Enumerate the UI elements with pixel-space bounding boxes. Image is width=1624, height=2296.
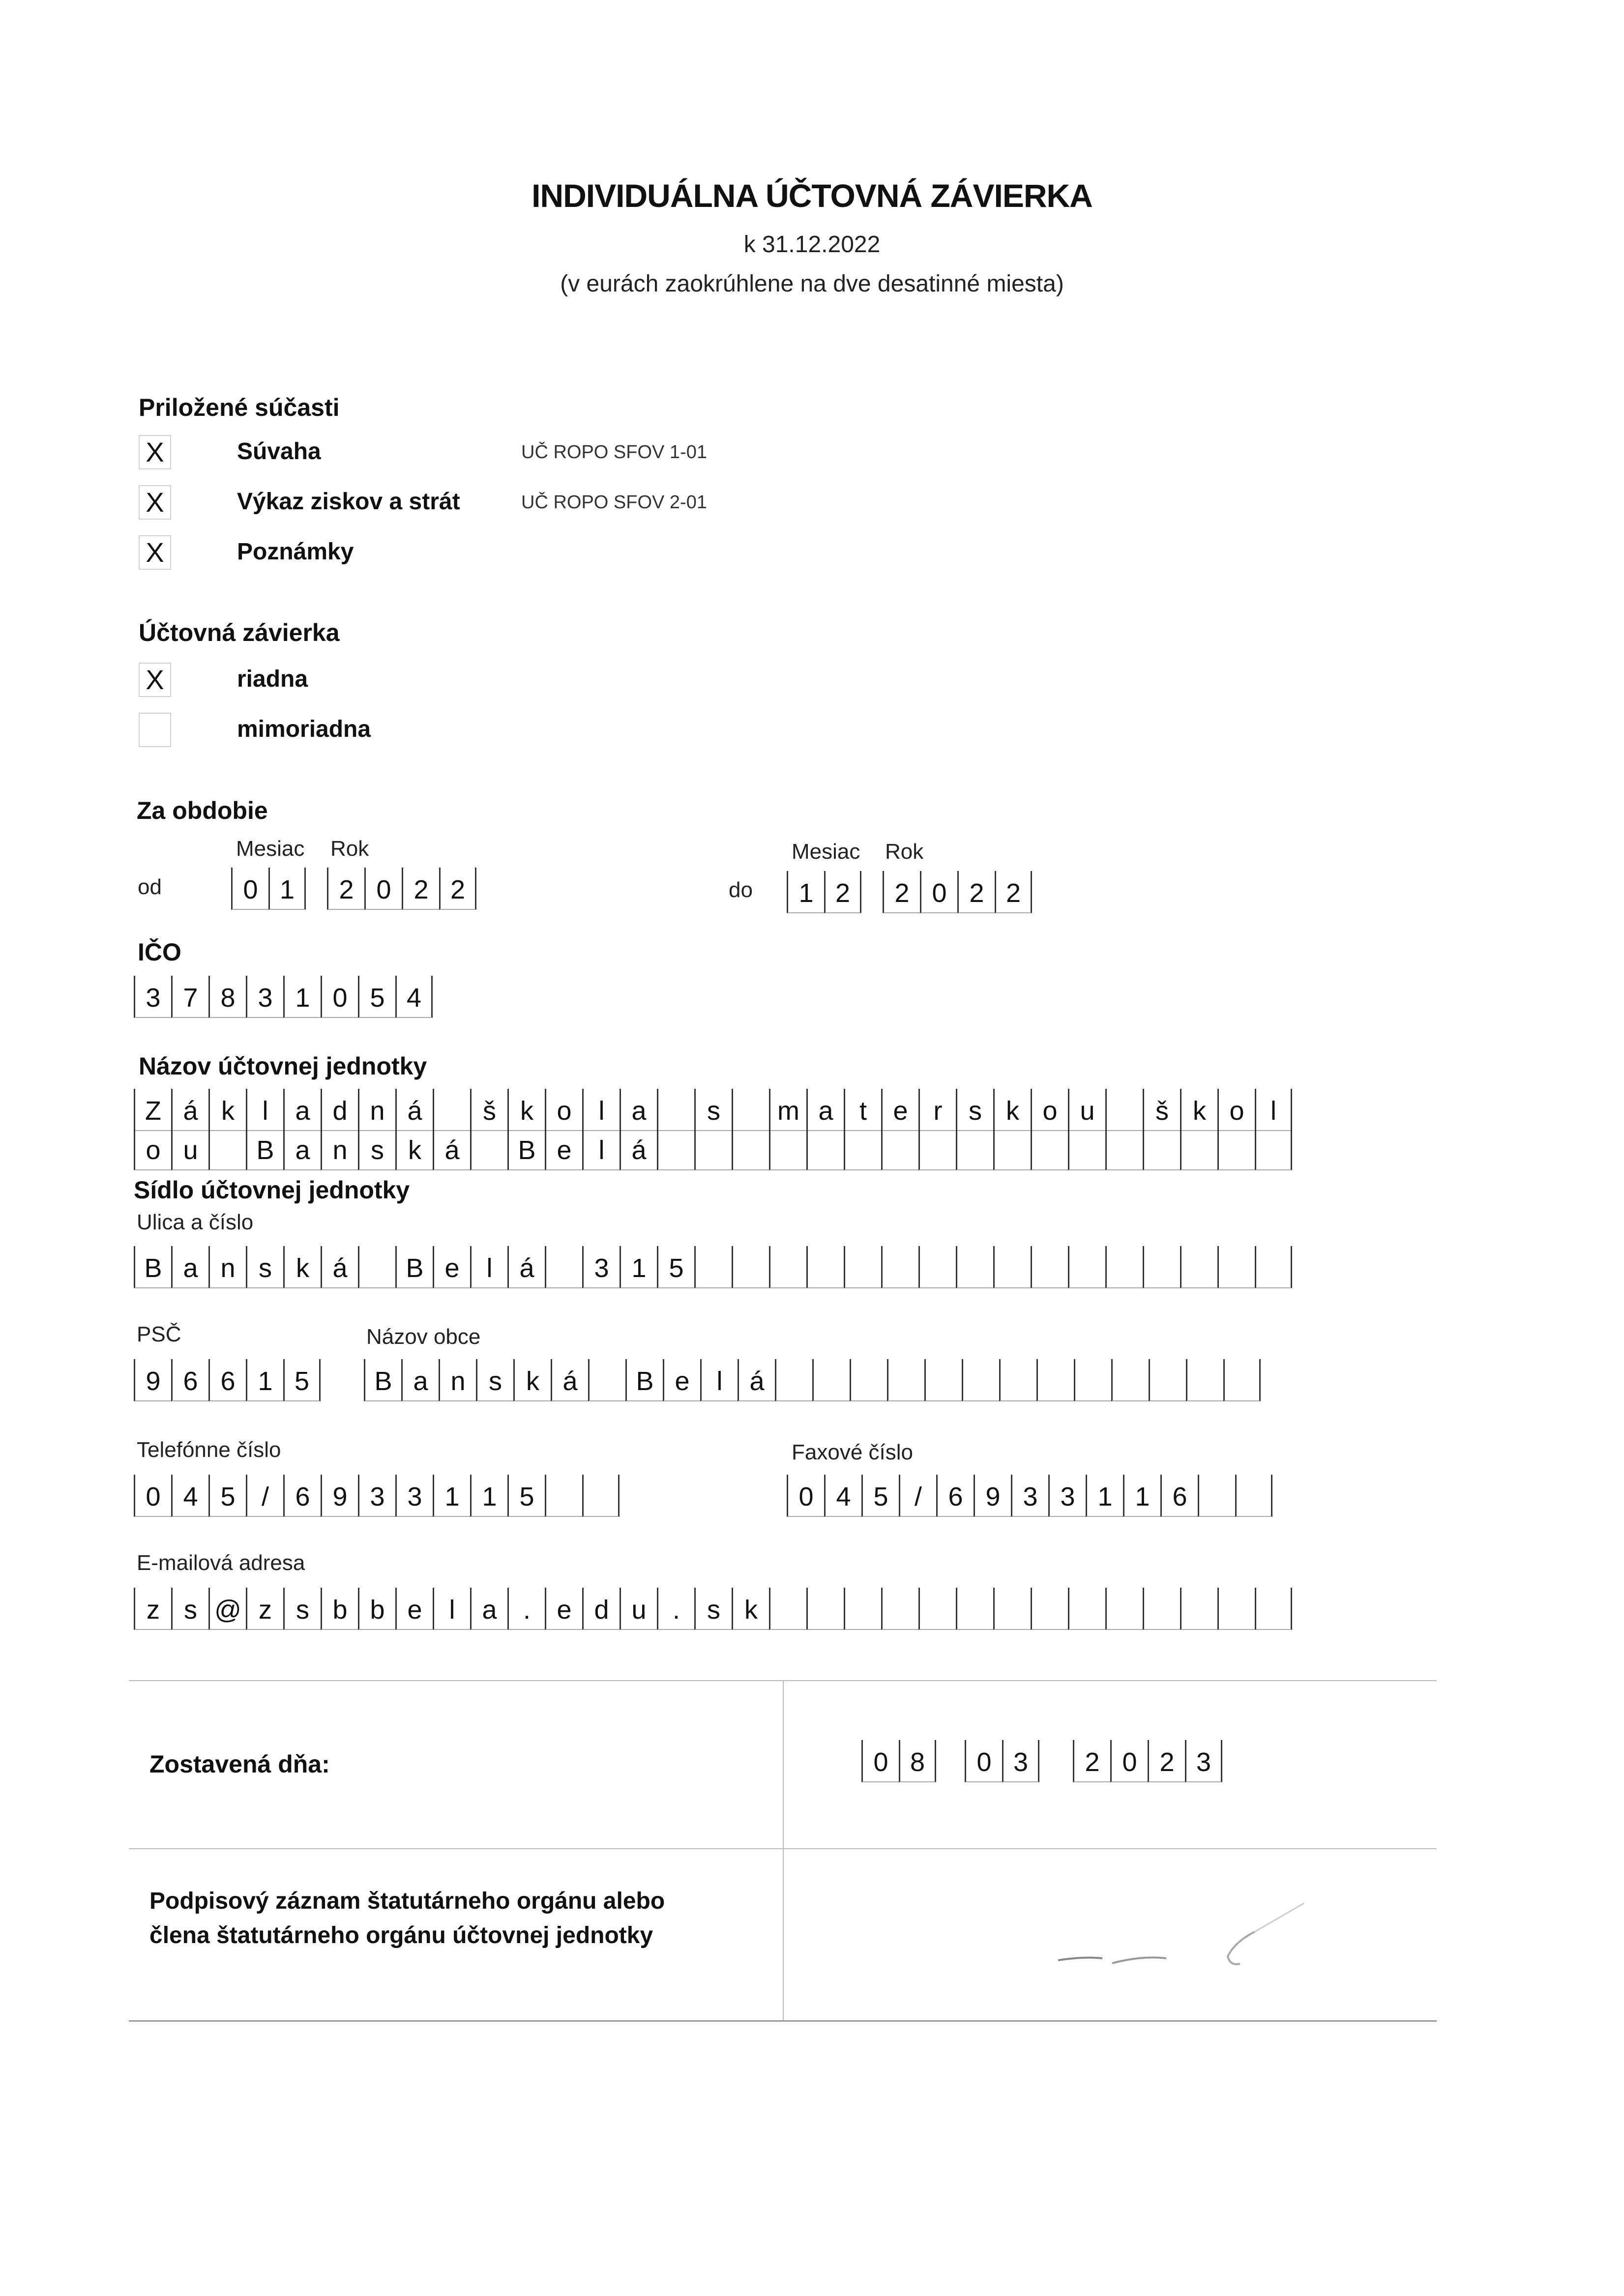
attachment-label: Súvaha: [237, 438, 321, 465]
char-cell: k: [208, 1089, 246, 1131]
char-cell: 2: [402, 868, 439, 910]
attachments-heading: Priložené súčasti: [139, 394, 340, 421]
char-cell: b: [321, 1588, 358, 1630]
char-cell: [1217, 1588, 1255, 1630]
table-divider-horizontal: [129, 1848, 1437, 1849]
attachment-checkbox[interactable]: X: [139, 535, 171, 570]
char-cell: [1068, 1128, 1105, 1170]
statement-type-label: mimoriadna: [237, 716, 371, 742]
char-cell: [1105, 1246, 1143, 1288]
char-cell: [1255, 1246, 1292, 1288]
char-cell: á: [171, 1089, 208, 1131]
char-cell: u: [1068, 1089, 1105, 1131]
from-year-label: Rok: [330, 837, 369, 861]
char-cell: s: [171, 1588, 208, 1630]
char-cell: 0: [364, 868, 402, 910]
char-cell: [1180, 1128, 1217, 1170]
from-year-field[interactable]: [327, 868, 476, 912]
email-field[interactable]: [134, 1588, 1292, 1632]
char-cell: [1235, 1475, 1272, 1517]
char-cell: [1031, 1588, 1068, 1630]
char-cell: 5: [358, 976, 395, 1018]
char-cell: [1111, 1359, 1149, 1401]
compiled-year-field[interactable]: [1073, 1740, 1222, 1784]
handwritten-signature: [1048, 1897, 1324, 1986]
char-cell: o: [545, 1089, 582, 1131]
char-cell: [657, 1128, 694, 1170]
char-cell: 2: [995, 871, 1032, 913]
char-cell: n: [358, 1089, 395, 1131]
char-cell: [208, 1128, 246, 1170]
signature-label-line-2: člena štatutárneho orgánu účtovnej jednotky: [149, 1922, 653, 1948]
char-cell: s: [694, 1588, 732, 1630]
to-year-label: Rok: [885, 840, 924, 864]
char-cell: [962, 1359, 999, 1401]
char-cell: a: [806, 1089, 844, 1131]
char-cell: 9: [974, 1475, 1011, 1517]
char-cell: 1: [787, 871, 824, 913]
char-cell: [732, 1089, 769, 1131]
char-cell: B: [364, 1359, 401, 1401]
ico-field[interactable]: [134, 976, 433, 1020]
char-cell: [806, 1128, 844, 1170]
char-cell: k: [993, 1089, 1031, 1131]
signature-label-line-1: Podpisový záznam štatutárneho orgánu alebo: [149, 1888, 665, 1914]
char-cell: [881, 1128, 918, 1170]
char-cell: [1143, 1246, 1180, 1288]
char-cell: [1180, 1246, 1217, 1288]
attachment-checkbox[interactable]: X: [139, 485, 171, 520]
attachment-label: Poznámky: [237, 539, 354, 565]
char-cell: 0: [321, 976, 358, 1018]
char-cell: [358, 1246, 395, 1288]
char-cell: [1105, 1588, 1143, 1630]
char-cell: [812, 1359, 850, 1401]
char-cell: 8: [899, 1740, 936, 1782]
date-line: k 31.12.2022: [743, 232, 881, 258]
char-cell: Z: [134, 1089, 171, 1131]
char-cell: [918, 1128, 956, 1170]
char-cell: 2: [1148, 1740, 1185, 1782]
char-cell: [918, 1246, 956, 1288]
char-cell: k: [732, 1588, 769, 1630]
char-cell: 3: [1048, 1475, 1086, 1517]
char-cell: B: [134, 1246, 171, 1288]
char-cell: [881, 1246, 918, 1288]
char-cell: 5: [283, 1359, 321, 1401]
char-cell: [1149, 1359, 1186, 1401]
char-cell: e: [663, 1359, 700, 1401]
psc-label: PSČ: [137, 1322, 181, 1346]
char-cell: [881, 1588, 918, 1630]
period-heading: Za obdobie: [137, 797, 268, 824]
from-label: od: [138, 875, 162, 899]
char-cell: 9: [321, 1475, 358, 1517]
char-cell: l: [700, 1359, 738, 1401]
char-cell: 6: [1160, 1475, 1198, 1517]
char-cell: 3: [1002, 1740, 1039, 1782]
char-cell: 1: [246, 1359, 283, 1401]
char-cell: 2: [957, 871, 995, 913]
char-cell: 3: [134, 976, 171, 1018]
to-label: do: [729, 878, 753, 902]
char-cell: [844, 1128, 881, 1170]
char-cell: .: [507, 1588, 545, 1630]
char-cell: n: [208, 1246, 246, 1288]
char-cell: 0: [965, 1740, 1002, 1782]
char-cell: [1217, 1246, 1255, 1288]
char-cell: s: [283, 1588, 321, 1630]
char-cell: 9: [134, 1359, 171, 1401]
char-cell: .: [657, 1588, 694, 1630]
char-cell: 0: [1110, 1740, 1148, 1782]
char-cell: [1255, 1588, 1292, 1630]
unit-name-row-1[interactable]: [134, 1089, 1292, 1133]
char-cell: e: [881, 1089, 918, 1131]
char-cell: 5: [208, 1475, 246, 1517]
char-cell: a: [171, 1246, 208, 1288]
statement-type-checkbox[interactable]: X: [139, 663, 171, 697]
ico-label: IČO: [138, 938, 181, 966]
char-cell: o: [1031, 1089, 1068, 1131]
char-cell: 5: [657, 1246, 694, 1288]
char-cell: e: [433, 1246, 470, 1288]
char-cell: [1255, 1128, 1292, 1170]
char-cell: [887, 1359, 924, 1401]
char-cell: á: [395, 1089, 433, 1131]
street-field[interactable]: [134, 1246, 1292, 1290]
char-cell: á: [433, 1128, 470, 1170]
char-cell: 2: [439, 868, 476, 910]
char-cell: 2: [883, 871, 920, 913]
char-cell: [993, 1588, 1031, 1630]
char-cell: [470, 1128, 507, 1170]
attachment-code: UČ ROPO SFOV 2-01: [521, 492, 707, 513]
char-cell: l: [246, 1089, 283, 1131]
from-month-field[interactable]: [231, 868, 306, 912]
char-cell: [1143, 1128, 1180, 1170]
char-cell: 4: [395, 976, 433, 1018]
char-cell: [433, 1089, 470, 1131]
phone-field[interactable]: [134, 1475, 620, 1519]
char-cell: [806, 1588, 844, 1630]
char-cell: 5: [507, 1475, 545, 1517]
compiled-day-field[interactable]: [861, 1740, 936, 1784]
unit-name-label: Názov účtovnej jednotky: [139, 1052, 427, 1080]
char-cell: á: [321, 1246, 358, 1288]
char-cell: á: [507, 1246, 545, 1288]
currency-note: (v eurách zaokrúhlene na dve desatinné miesta): [560, 271, 1064, 297]
char-cell: 3: [395, 1475, 433, 1517]
char-cell: [806, 1246, 844, 1288]
char-cell: 1: [283, 976, 321, 1018]
statement-type-heading: Účtovná závierka: [139, 619, 340, 646]
char-cell: o: [1217, 1089, 1255, 1131]
char-cell: [924, 1359, 962, 1401]
char-cell: [956, 1128, 993, 1170]
char-cell: [999, 1359, 1036, 1401]
fax-label: Faxové číslo: [792, 1440, 913, 1464]
street-label: Ulica a číslo: [137, 1210, 254, 1234]
attachment-label: Výkaz ziskov a strát: [237, 489, 460, 515]
char-cell: B: [246, 1128, 283, 1170]
char-cell: a: [283, 1089, 321, 1131]
char-cell: /: [899, 1475, 936, 1517]
char-cell: 0: [231, 868, 268, 910]
char-cell: [582, 1475, 620, 1517]
char-cell: 0: [861, 1740, 899, 1782]
char-cell: s: [694, 1089, 732, 1131]
char-cell: [1031, 1128, 1068, 1170]
char-cell: 5: [861, 1475, 899, 1517]
char-cell: [694, 1128, 732, 1170]
char-cell: [1143, 1588, 1180, 1630]
char-cell: 6: [171, 1359, 208, 1401]
char-cell: l: [582, 1128, 620, 1170]
char-cell: d: [582, 1588, 620, 1630]
phone-label: Telefónne číslo: [137, 1438, 281, 1462]
char-cell: [1068, 1246, 1105, 1288]
town-label: Názov obce: [366, 1325, 481, 1349]
char-cell: s: [246, 1246, 283, 1288]
char-cell: [545, 1475, 582, 1517]
unit-name-row-2[interactable]: [134, 1128, 1292, 1166]
char-cell: š: [470, 1089, 507, 1131]
char-cell: l: [470, 1246, 507, 1288]
char-cell: á: [738, 1359, 775, 1401]
char-cell: a: [401, 1359, 439, 1401]
char-cell: B: [625, 1359, 663, 1401]
char-cell: [769, 1588, 806, 1630]
fax-field[interactable]: [787, 1475, 1272, 1519]
char-cell: [1105, 1089, 1143, 1131]
char-cell: l: [433, 1588, 470, 1630]
char-cell: [993, 1128, 1031, 1170]
attachment-code: UČ ROPO SFOV 1-01: [521, 442, 707, 463]
char-cell: t: [844, 1089, 881, 1131]
char-cell: m: [769, 1089, 806, 1131]
char-cell: 3: [246, 976, 283, 1018]
char-cell: B: [395, 1246, 433, 1288]
email-label: E-mailová adresa: [137, 1551, 305, 1575]
char-cell: u: [620, 1588, 657, 1630]
char-cell: [588, 1359, 625, 1401]
char-cell: 4: [824, 1475, 861, 1517]
char-cell: [1074, 1359, 1111, 1401]
char-cell: 7: [171, 976, 208, 1018]
char-cell: e: [395, 1588, 433, 1630]
char-cell: a: [283, 1128, 321, 1170]
char-cell: r: [918, 1089, 956, 1131]
char-cell: 6: [208, 1359, 246, 1401]
char-cell: 3: [582, 1246, 620, 1288]
compiled-label: Zostavená dňa:: [149, 1750, 330, 1778]
char-cell: n: [321, 1128, 358, 1170]
char-cell: 4: [171, 1475, 208, 1517]
char-cell: 2: [327, 868, 364, 910]
char-cell: e: [545, 1128, 582, 1170]
to-month-label: Mesiac: [792, 840, 860, 864]
char-cell: k: [1180, 1089, 1217, 1131]
char-cell: [956, 1246, 993, 1288]
char-cell: 0: [134, 1475, 171, 1517]
char-cell: e: [545, 1588, 582, 1630]
char-cell: 3: [1185, 1740, 1222, 1782]
char-cell: á: [620, 1128, 657, 1170]
char-cell: @: [208, 1588, 246, 1630]
char-cell: k: [507, 1089, 545, 1131]
char-cell: [1186, 1359, 1223, 1401]
char-cell: z: [246, 1588, 283, 1630]
char-cell: l: [582, 1089, 620, 1131]
char-cell: s: [956, 1089, 993, 1131]
town-field[interactable]: [364, 1359, 1261, 1403]
char-cell: 0: [787, 1475, 824, 1517]
psc-field[interactable]: [134, 1359, 321, 1403]
char-cell: d: [321, 1089, 358, 1131]
char-cell: B: [507, 1128, 545, 1170]
document-title: INDIVIDUÁLNA ÚČTOVNÁ ZÁVIERKA: [531, 177, 1093, 214]
char-cell: [775, 1359, 812, 1401]
char-cell: 6: [936, 1475, 974, 1517]
char-cell: 6: [283, 1475, 321, 1517]
char-cell: 2: [1073, 1740, 1110, 1782]
to-year-field[interactable]: [883, 871, 1032, 915]
char-cell: 8: [208, 976, 246, 1018]
char-cell: [993, 1246, 1031, 1288]
table-divider-vertical: [783, 1681, 784, 2020]
char-cell: l: [1255, 1089, 1292, 1131]
char-cell: 1: [433, 1475, 470, 1517]
char-cell: š: [1143, 1089, 1180, 1131]
char-cell: /: [246, 1475, 283, 1517]
char-cell: s: [476, 1359, 513, 1401]
char-cell: z: [134, 1588, 171, 1630]
char-cell: k: [513, 1359, 551, 1401]
char-cell: 1: [1123, 1475, 1160, 1517]
char-cell: [1217, 1128, 1255, 1170]
char-cell: [1031, 1246, 1068, 1288]
char-cell: [657, 1089, 694, 1131]
char-cell: [1068, 1588, 1105, 1630]
char-cell: [1223, 1359, 1261, 1401]
char-cell: [844, 1588, 881, 1630]
char-cell: b: [358, 1588, 395, 1630]
char-cell: [1198, 1475, 1235, 1517]
compiled-month-field[interactable]: [965, 1740, 1039, 1784]
statement-type-checkbox[interactable]: [139, 713, 171, 747]
char-cell: s: [358, 1128, 395, 1170]
char-cell: [956, 1588, 993, 1630]
char-cell: n: [439, 1359, 476, 1401]
char-cell: [1036, 1359, 1074, 1401]
char-cell: 2: [824, 871, 861, 913]
seat-label: Sídlo účtovnej jednotky: [134, 1176, 410, 1204]
char-cell: o: [134, 1128, 171, 1170]
char-cell: [694, 1246, 732, 1288]
char-cell: [732, 1246, 769, 1288]
signature-table: [129, 1680, 1437, 2022]
char-cell: [769, 1246, 806, 1288]
char-cell: a: [470, 1588, 507, 1630]
char-cell: k: [395, 1128, 433, 1170]
attachment-checkbox[interactable]: X: [139, 435, 171, 469]
to-month-field[interactable]: [787, 871, 861, 915]
char-cell: [1180, 1588, 1217, 1630]
char-cell: [1105, 1128, 1143, 1170]
statement-type-label: riadna: [237, 666, 308, 692]
char-cell: [732, 1128, 769, 1170]
char-cell: u: [171, 1128, 208, 1170]
char-cell: [850, 1359, 887, 1401]
char-cell: 1: [470, 1475, 507, 1517]
char-cell: [918, 1588, 956, 1630]
from-month-label: Mesiac: [236, 837, 305, 861]
char-cell: [545, 1246, 582, 1288]
char-cell: a: [620, 1089, 657, 1131]
char-cell: 3: [1011, 1475, 1048, 1517]
char-cell: á: [551, 1359, 588, 1401]
char-cell: 0: [920, 871, 957, 913]
char-cell: 3: [358, 1475, 395, 1517]
char-cell: k: [283, 1246, 321, 1288]
char-cell: 1: [1086, 1475, 1123, 1517]
char-cell: [769, 1128, 806, 1170]
char-cell: 1: [620, 1246, 657, 1288]
char-cell: 1: [268, 868, 306, 910]
char-cell: [844, 1246, 881, 1288]
